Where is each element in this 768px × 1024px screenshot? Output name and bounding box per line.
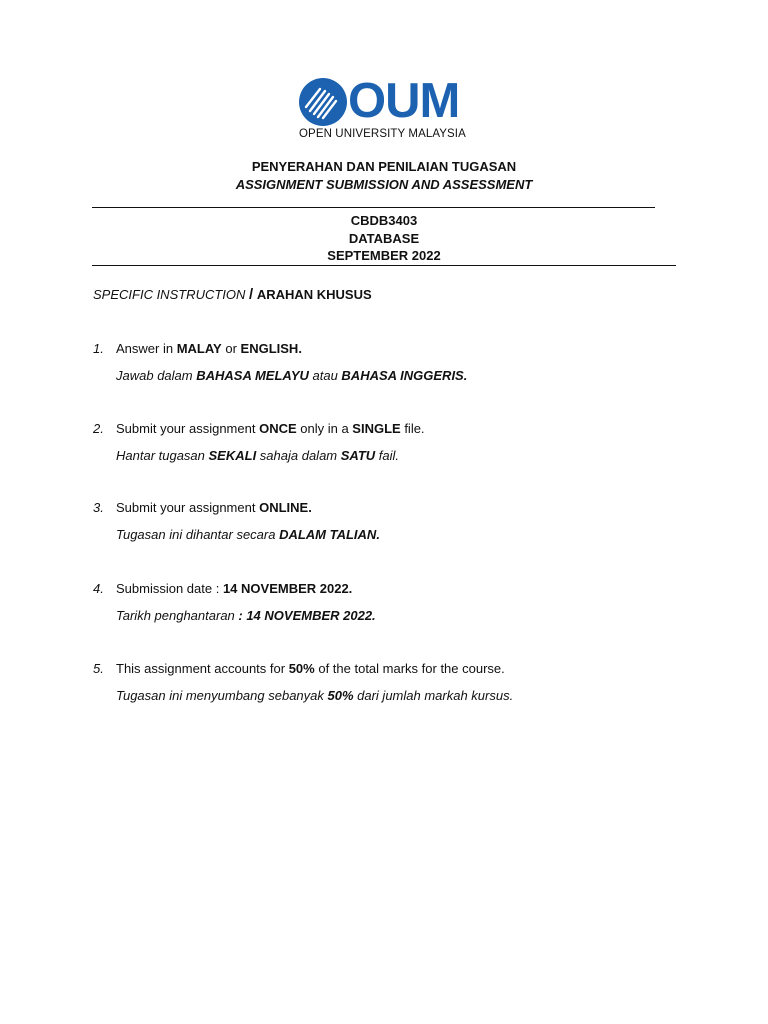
instruction-text-segment: DALAM TALIAN. bbox=[279, 527, 380, 542]
instruction-malay bbox=[116, 526, 380, 544]
instruction-text-segment: 50% bbox=[288, 661, 315, 676]
instruction-text-segment: MALAY bbox=[176, 341, 222, 356]
instruction-text-segment: Submit your assignment bbox=[116, 500, 260, 515]
heading-malay: ARAHAN KHUSUS bbox=[256, 287, 372, 302]
instruction-text-segment: file. bbox=[400, 421, 425, 436]
title-english: ASSIGNMENT SUBMISSION AND ASSESSMENT bbox=[235, 177, 533, 192]
instruction-malay bbox=[116, 607, 376, 625]
instruction-english bbox=[116, 340, 302, 358]
instruction-number: 4. bbox=[93, 581, 104, 596]
course-code: CBDB3403 bbox=[350, 213, 418, 228]
instruction-text-segment: Tugasan ini dihantar secara bbox=[116, 527, 280, 542]
instruction-text-segment: SINGLE bbox=[352, 421, 401, 436]
instruction-text-segment: SATU bbox=[340, 448, 376, 463]
instruction-text-segment: This assignment accounts for bbox=[116, 661, 289, 676]
instruction-text-segment: Submit your assignment bbox=[116, 421, 260, 436]
instruction-text-segment: Tugasan ini menyumbang sebanyak bbox=[116, 688, 328, 703]
instruction-malay bbox=[116, 447, 399, 465]
heading-separator: / bbox=[249, 286, 254, 303]
instruction-text-segment: Tarikh penghantaran bbox=[116, 608, 239, 623]
instruction-english bbox=[116, 580, 352, 598]
instruction-malay bbox=[116, 687, 513, 705]
instruction-text-segment: 14 NOVEMBER 2022. bbox=[222, 581, 353, 596]
instruction-text-segment: of the total marks for the course. bbox=[314, 661, 505, 676]
logo-wordmark: OUM bbox=[348, 74, 460, 128]
instructions-heading bbox=[93, 286, 372, 304]
instruction-text-segment: ENGLISH. bbox=[240, 341, 302, 356]
instruction-number: 3. bbox=[93, 500, 104, 515]
instruction-text-segment: ONLINE. bbox=[259, 500, 312, 515]
divider-top bbox=[92, 207, 655, 208]
instruction-number: 1. bbox=[93, 341, 104, 356]
instruction-text-segment: dari jumlah markah kursus. bbox=[353, 688, 514, 703]
instruction-text-segment: Jawab dalam bbox=[116, 368, 197, 383]
instruction-text-segment: : 14 NOVEMBER 2022. bbox=[238, 608, 376, 623]
instruction-text-segment: or bbox=[221, 341, 241, 356]
logo-subtitle: OPEN UNIVERSITY MALAYSIA bbox=[299, 128, 466, 140]
instruction-text-segment: atau bbox=[308, 368, 342, 383]
instruction-text-segment: ONCE bbox=[259, 421, 297, 436]
instruction-text-segment: only in a bbox=[296, 421, 353, 436]
instruction-text-segment: SEKALI bbox=[208, 448, 257, 463]
oum-emblem-icon bbox=[298, 77, 348, 127]
instruction-english bbox=[116, 499, 312, 517]
title-malay: PENYERAHAN DAN PENILAIAN TUGASAN bbox=[251, 159, 517, 174]
instruction-text-segment: Answer in bbox=[116, 341, 177, 356]
instruction-text-segment: BAHASA MELAYU bbox=[196, 368, 309, 383]
instruction-text-segment: fail. bbox=[375, 448, 400, 463]
course-semester: SEPTEMBER 2022 bbox=[327, 248, 441, 263]
heading-english: SPECIFIC INSTRUCTION bbox=[93, 287, 246, 302]
instruction-number: 2. bbox=[93, 421, 104, 436]
course-name: DATABASE bbox=[348, 231, 420, 246]
instruction-english bbox=[116, 420, 425, 438]
instruction-text-segment: Submission date : bbox=[116, 581, 223, 596]
instruction-malay bbox=[116, 367, 467, 385]
instruction-text-segment: 50% bbox=[327, 688, 354, 703]
oum-logo bbox=[298, 74, 478, 143]
instruction-english bbox=[116, 660, 505, 678]
instruction-number: 5. bbox=[93, 661, 104, 676]
instruction-text-segment: BAHASA INGGERIS. bbox=[341, 368, 468, 383]
divider-bottom bbox=[92, 265, 676, 266]
instruction-text-segment: sahaja dalam bbox=[256, 448, 341, 463]
instruction-text-segment: Hantar tugasan bbox=[116, 448, 209, 463]
